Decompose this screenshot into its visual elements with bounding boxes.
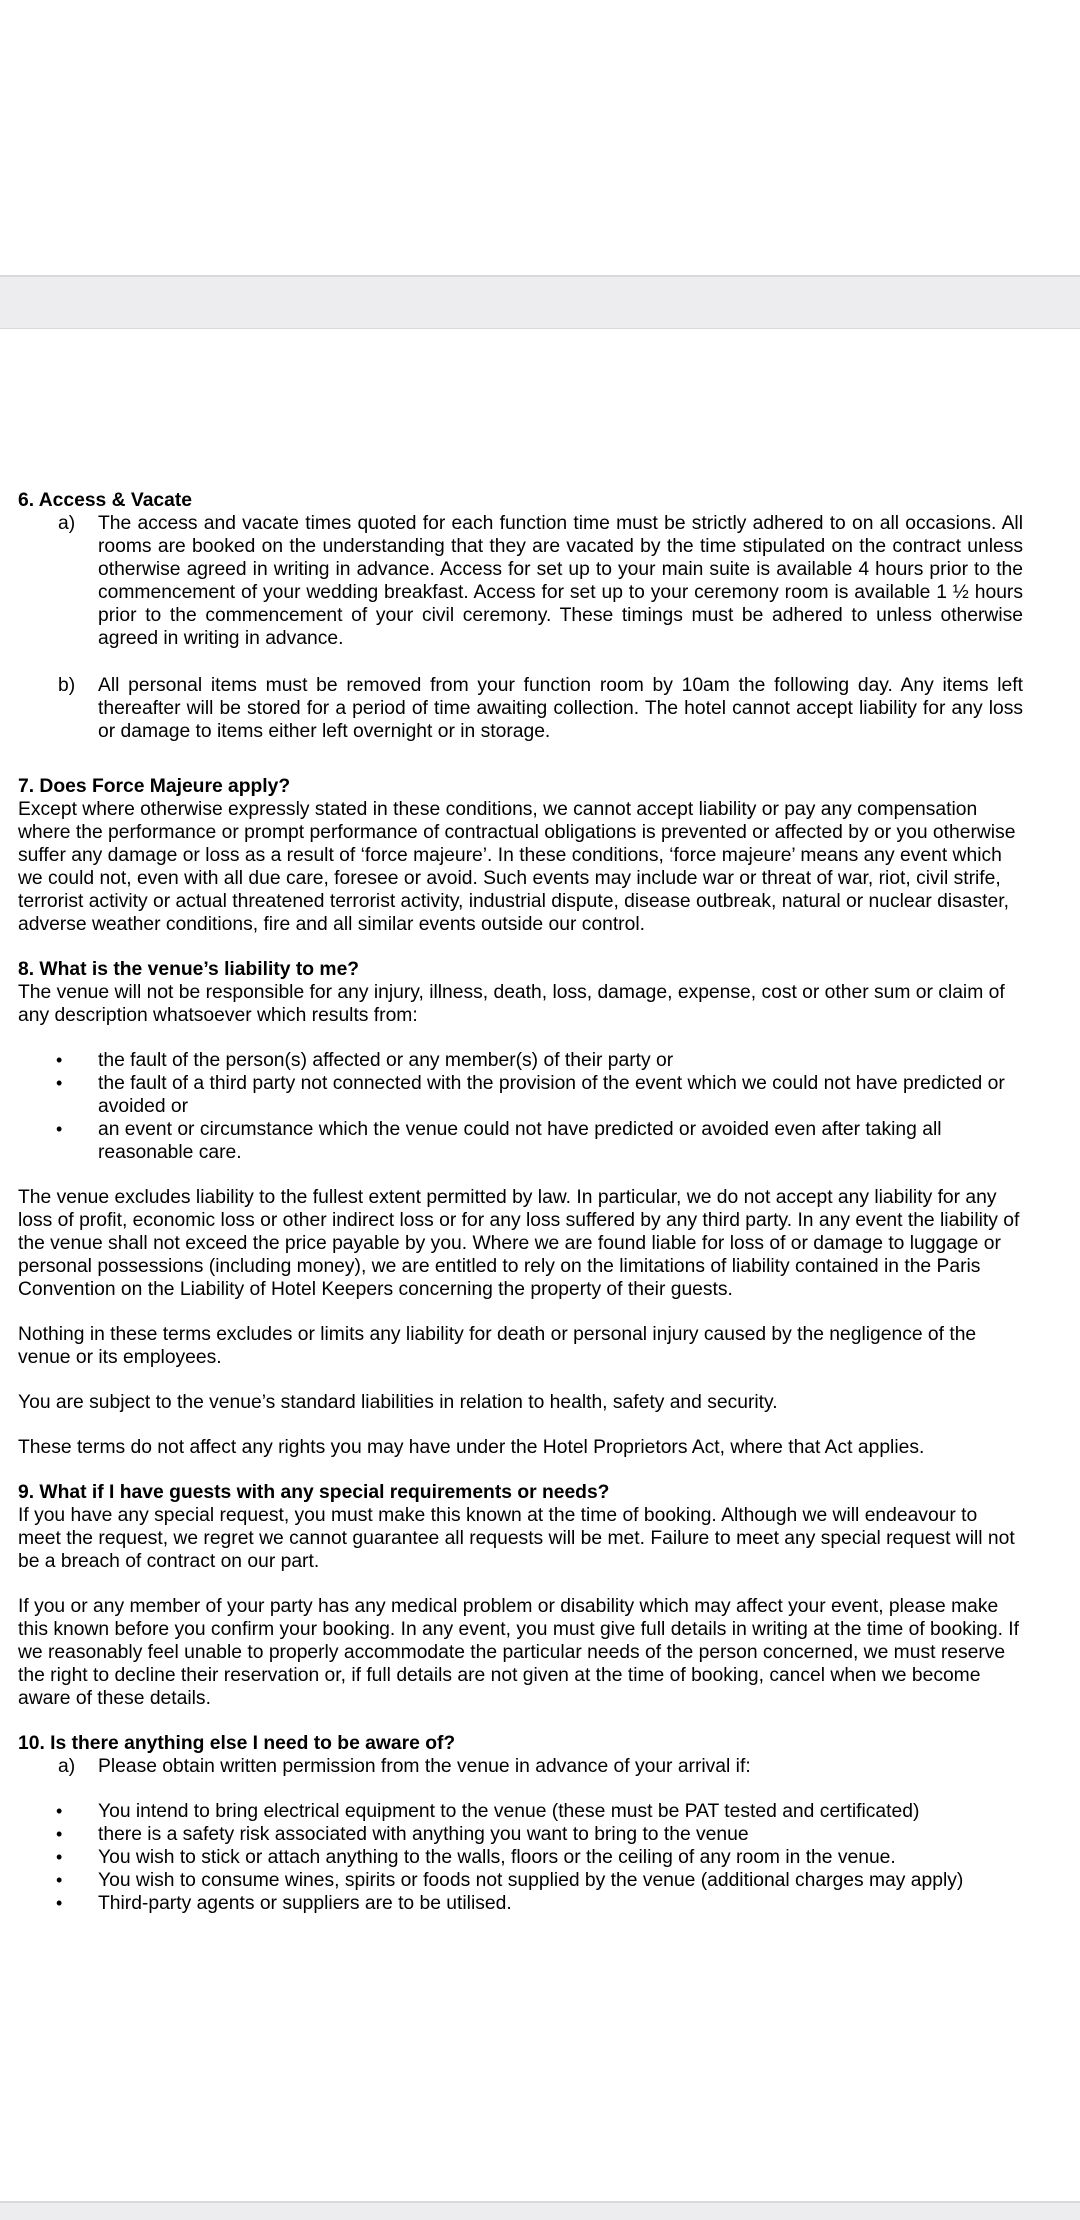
section-6-item-b (18, 674, 1023, 743)
list-item (18, 1869, 1023, 1892)
section-8-heading: 8. What is the venue’s liability to me? (18, 959, 360, 980)
list-item (18, 1072, 1023, 1118)
section-9-paragraph-2: If you or any member of your party has any medical problem or disability which may affect your event, please make this known before you confirm your booking. In any event, you must give full details in writing at the time of booking. If we reasonably feel unable to properly accommodate the particular needs of the person concerned, we must reserve the right to decline their reservation or, if full details are not given at the time of booking, cancel when we become aware of these details. (18, 1596, 1020, 1709)
list-item (18, 1892, 1023, 1915)
bullet-marker: • (56, 1801, 63, 1821)
list-item (18, 1800, 1023, 1823)
section-8-paragraph-2: Nothing in these terms excludes or limits any liability for death or personal injury caused by the negligence of the venue or its employees. (18, 1324, 977, 1368)
bullet-text: the fault of a third party not connected with the provision of the event which we could not have predicted or avoided or (98, 1073, 1005, 1117)
bullet-marker: • (56, 1119, 63, 1139)
section-8-paragraph-3: You are subject to the venue’s standard liabilities in relation to health, safety and security. (18, 1392, 778, 1413)
section-10-item-a (18, 1755, 1023, 1778)
section-6-item-a (18, 512, 1023, 650)
bullet-marker: • (56, 1870, 63, 1890)
bullet-marker: • (56, 1824, 63, 1844)
list-item (18, 1846, 1023, 1869)
bullet-marker: • (56, 1073, 63, 1093)
section-10-heading: 10. Is there anything else I need to be aware of? (18, 1733, 456, 1754)
document-page (0, 328, 1080, 2203)
bullet-text: an event or circumstance which the venue could not have predicted or avoided even after taking all reasonable care. (98, 1119, 942, 1163)
item-text: Please obtain written permission from the venue in advance of your arrival if: (98, 1756, 751, 1777)
bullet-text: the fault of the person(s) affected or any member(s) of their party or (98, 1050, 674, 1071)
list-item (18, 1118, 1023, 1164)
item-marker: a) (58, 513, 76, 534)
section-8-intro: The venue will not be responsible for any injury, illness, death, loss, damage, expense, cost or other sum or claim of any description whatsoever which results from: (18, 982, 1005, 1026)
list-item (18, 1823, 1023, 1846)
bullet-marker: • (56, 1050, 63, 1070)
section-6-heading: 6. Access & Vacate (18, 490, 193, 511)
section-7-heading: 7. Does Force Majeure apply? (18, 776, 291, 797)
item-text: All personal items must be removed from your function room by 10am the following day. Any items left thereafter will be stored for a period of time awaiting collection. The hotel cannot accept liability for any loss or damage to items either left overnight or in storage. (98, 675, 1023, 742)
bullet-text: You wish to consume wines, spirits or foods not supplied by the venue (additional charges may apply) (98, 1870, 964, 1891)
section-9-heading: 9. What if I have guests with any special requirements or needs? (18, 1482, 610, 1503)
bullet-marker: • (56, 1893, 63, 1913)
section-8-paragraph-1: The venue excludes liability to the fullest extent permitted by law. In particular, we do not accept any liability for any loss of profit, economic loss or other indirect loss or for any loss suffered by any third party. In any event the liability of the venue shall not exceed the price payable by you. Where we are found liable for loss of or damage to luggage or personal possessions (including money), we are entitled to rely on the limitations of liability contained in the Paris Convention on the Liability of Hotel Keepers concerning the property of their guests. (18, 1187, 1020, 1300)
bullet-text: there is a safety risk associated with anything you want to bring to the venue (98, 1824, 749, 1845)
page-content (18, 489, 1023, 1915)
item-text: The access and vacate times quoted for each function time must be strictly adhered to on all occasions. All rooms are booked on the understanding that they are vacated by the time stipulated on the contract unless otherwise agreed in writing in advance. Access for set up to your main suite is available 4 hours prior to the commencement of your wedding breakfast. Access for set up to your ceremony room is available 1 ½ hours prior to the commencement of your civil ceremony. These timings must be adhered to unless otherwise agreed in writing in advance. (98, 513, 1023, 649)
section-8-paragraph-4: These terms do not affect any rights you may have under the Hotel Proprietors Act, where that Act applies. (18, 1437, 925, 1458)
bullet-text: You intend to bring electrical equipment to the venue (these must be PAT tested and certificated) (98, 1801, 920, 1822)
item-marker: a) (58, 1756, 76, 1777)
section-7-body: Except where otherwise expressly stated in these conditions, we cannot accept liability or pay any compensation where the performance or prompt performance of contractual obligations is prevented or affected by or you otherwise suffer any damage or loss as a result of ‘force majeure’. In these conditions, ‘force majeure’ means any event which we could not, even with all due care, foresee or avoid. Such events may include war or threat of war, riot, civil strife, terrorist activity or actual threatened terrorist activity, industrial dispute, disease outbreak, natural or nuclear disaster, adverse weather conditions, fire and all similar events outside our control. (18, 799, 1016, 935)
item-marker: b) (58, 675, 76, 696)
bullet-text: Third-party agents or suppliers are to be utilised. (98, 1893, 512, 1914)
list-item (18, 1049, 1023, 1072)
previous-page (0, 0, 1080, 277)
bullet-marker: • (56, 1847, 63, 1867)
bullet-text: You wish to stick or attach anything to the walls, floors or the ceiling of any room in the venue. (98, 1847, 896, 1868)
section-9-paragraph-1: If you have any special request, you must make this known at the time of booking. Although we will endeavour to meet the request, we regret we cannot guarantee all requests will be met. Failure to meet any special request will not be a breach of contract on our part. (18, 1505, 1015, 1572)
